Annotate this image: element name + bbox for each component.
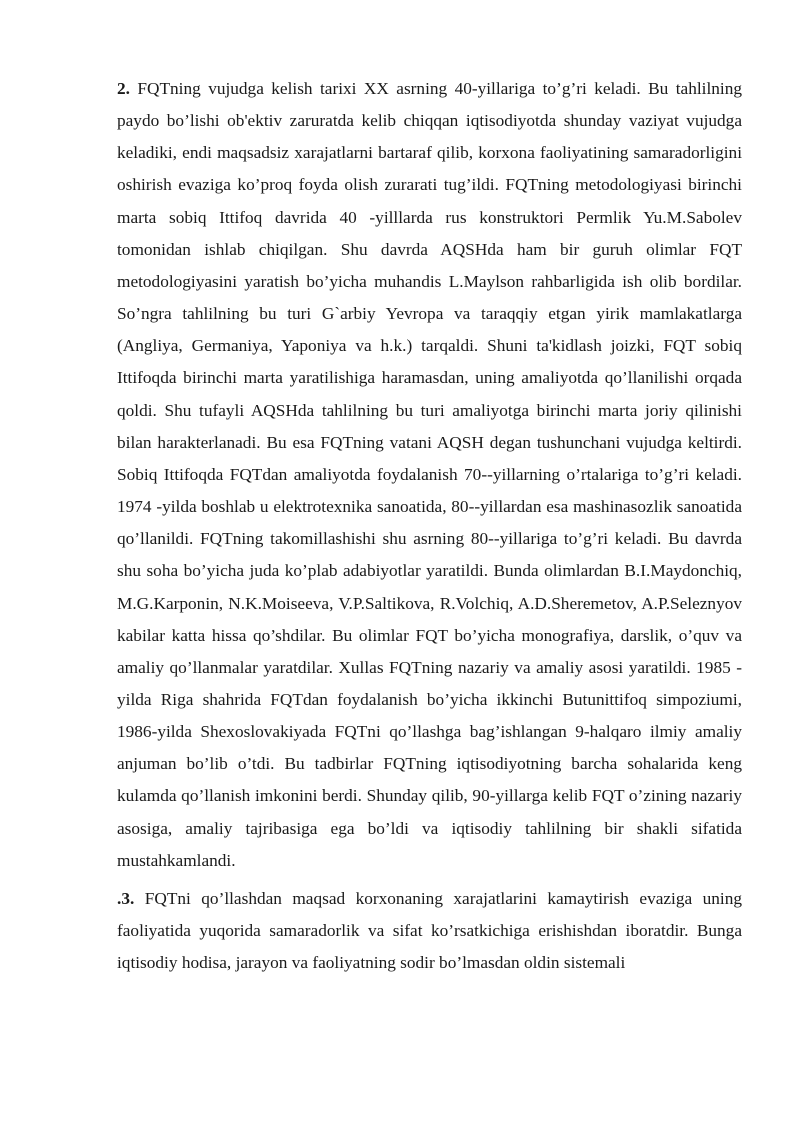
paragraph-3 bbox=[117, 883, 742, 979]
paragraph-number: .3. bbox=[117, 888, 135, 908]
paragraph-number: 2. bbox=[117, 79, 130, 98]
document-page bbox=[117, 73, 742, 979]
paragraph-2 bbox=[117, 73, 742, 877]
paragraph-text: FQTning vujudga kelish tarixi XX asrning 40-yillariga to’g’ri keladi. Bu tahlilning paydo bo’lishi ob'ektiv zaruratda kelib chiqqan iqtisodiyotda shunday vaziyat vujudga keladiki, endi maqsadsiz xarajatlarni bartaraf qilib, korxona faoliyatining samaradorligini oshirish evaziga ko’proq foyda olish zurarati tug’ildi. FQTning metodologiyasi birinchi marta sobiq Ittifoq davrida 40 -yilllarda rus konstruktori Permlik Yu.M.Sabolev tomonidan ishlab chiqilgan. Shu davrda AQSHda ham bir guruh olimlar FQT metodologiyasini yaratish bo’yicha muhandis L.Maylson rahbarligida ish olib bordilar. So’ngra tahlilning bu turi G`arbiy Yevropa va taraqqiy etgan yirik mamlakatlarga (Angliya, Germaniya, Yaponiya va h.k.) tarqaldi. Shuni ta'kidlash joizki, FQT sobiq Ittifoqda birinchi marta yaratilishiga haramasdan, uning amaliyotda qo’llanilishi orqada qoldi. Shu tufayli AQSHda tahlilning bu turi amaliyotga birinchi marta joriy qilinishi bilan harakterlanadi. Bu esa FQTning vatani AQSH degan tushunchani vujudga keltirdi. Sobiq Ittifoqda FQTdan amaliyotda foydalanish 70--yillarning o’rtalariga to’g’ri keladi. 1974 -yilda boshlab u elektrotexnika sanoatida, 80--yillardan esa mashinasozlik sanoatida qo’llanildi. FQTning takomillashishi shu asrning 80--yillariga to’g’ri keladi. Bu davrda shu soha bo’yicha juda ko’plab adabiyotlar yaratildi. Bunda olimlardan B.I.Maydonchiq, M.G.Karponin, N.K.Moiseeva, V.P.Saltikova, R.Volchiq, A.D.Sheremetov, A.P.Seleznyov kabilar katta hissa qo’shdilar. Bu olimlar FQT bo’yicha monografiya, darslik, o’quv va amaliy qo’llanmalar yaratdilar. Xullas FQTning nazariy va amaliy asosi yaratildi. 1985 -yilda Riga shahrida FQTdan foydalanish bo’yicha ikkinchi Butunittifoq simpoziumi, 1986-yilda Shexoslovakiyada FQTni qo’llashga bag’ishlangan 9-halqaro ilmiy amaliy anjuman bo’lib o’tdi. Bu tadbirlar FQTning iqtisodiyotning barcha sohalarida keng kulamda qo’llanish imkonini berdi. Shunday qilib, 90-yillarga kelib FQT o’zining nazariy asosiga, amaliy tajribasiga ega bo’ldi va iqtisodiy tahlilning bir shakli sifatida mustahkamlandi. bbox=[117, 79, 742, 870]
paragraph-text: FQTni qo’llashdan maqsad korxonaning xarajatlarini kamaytirish evaziga uning faoliyatida yuqorida samaradorlik va sifat ko’rsatkichiga erishishdan iboratdir. Bunga iqtisodiy hodisa, jarayon va faoliyatning sodir bo’lmasdan oldin sistemali bbox=[117, 888, 742, 973]
